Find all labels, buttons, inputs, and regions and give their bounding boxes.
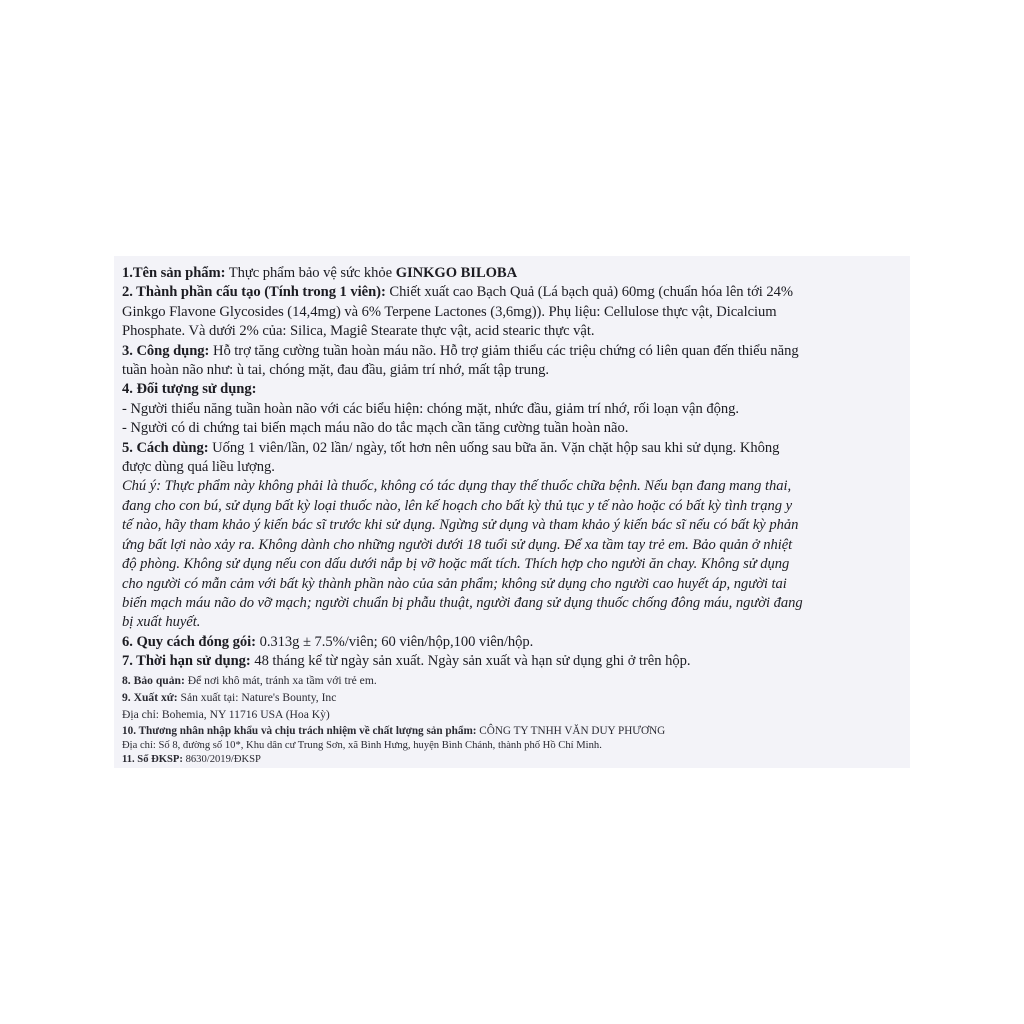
section-8-heading: 8. Bảo quản: — [122, 673, 185, 687]
note-line-8: bị xuất huyết. — [122, 614, 201, 631]
note-line-6: cho người có mẫn cảm với bất kỳ thành phần nào của sản phẩm; không sử dụng cho người cao huyết áp, người tai — [122, 575, 787, 592]
origin-text: Sản xuất tại: Nature's Bounty, Inc — [177, 690, 337, 704]
section-9-heading: 9. Xuất xứ: — [122, 690, 178, 704]
section-11-heading: 11. Số ĐKSP: — [122, 753, 183, 765]
importer-address: Địa chỉ: Số 8, đường số 10*, Khu dân cư Trung Sơn, xã Bình Hưng, huyện Bình Chánh, thành phố Hồ Chí Minh. — [122, 739, 602, 751]
note-line-7: biến mạch máu não do vỡ mạch; người chuẩn bị phẫu thuật, người đang sử dụng thuốc chống đông máu, người đang — [122, 594, 803, 611]
target-item-1: - Người thiểu năng tuần hoàn não với các biểu hiện: chóng mặt, nhức đầu, giảm trí nhớ, rối loạn vận động. — [122, 400, 739, 417]
note-line-3: tế nào, hãy tham khảo ý kiến bác sĩ trước khi sử dụng. Ngừng sử dụng và tham khảo ý kiến bác sĩ nếu có bất kỳ phản — [122, 517, 799, 534]
importer-name: CÔNG TY TNHH VĂN DUY PHƯƠNG — [476, 724, 666, 737]
composition-line-1 — [122, 283, 904, 302]
note-line-1: Chú ý: Thực phẩm này không phải là thuốc, không có tác dụng thay thế thuốc chữa bệnh. Nếu bạn đang mang thai, — [122, 478, 792, 495]
product-name-desc: Thực phẩm bảo vệ sức khỏe — [225, 265, 396, 281]
section-6-heading: 6. Quy cách đóng gói: — [122, 633, 256, 650]
uses-line-2: tuần hoàn não như: ù tai, chóng mặt, đau đầu, giảm trí nhớ, mất tập trung. — [122, 362, 549, 379]
target-item-2: - Người có di chứng tai biến mạch máu não do tắc mạch cần tăng cường tuần hoàn não. — [122, 420, 629, 437]
section-4-heading: 4. Đối tượng sử dụng: — [122, 381, 257, 398]
product-name-line — [122, 264, 904, 283]
note-line-2: đang cho con bú, sử dụng bất kỳ loại thuốc nào, lên kế hoạch cho bất kỳ thủ tục y tế nào hoặc có bất kỳ tình trạng y — [122, 497, 793, 514]
section-5-heading: 5. Cách dùng: — [122, 439, 209, 456]
shelf-life-line — [122, 652, 904, 671]
shelf-life-text: 48 tháng kể từ ngày sản xuất. Ngày sản xuất và hạn sử dụng ghi ở trên hộp. — [250, 653, 691, 670]
storage-line — [122, 673, 904, 688]
origin-line — [122, 690, 904, 705]
registration-number: 8630/2019/ĐKSP — [182, 753, 261, 765]
usage-line-2: được dùng quá liều lượng. — [122, 459, 275, 476]
uses-line-1 — [122, 342, 904, 361]
usage-text-1: Uống 1 viên/lần, 02 lần/ ngày, tốt hơn nên uống sau bữa ăn. Vặn chặt hộp sau khi sử dụng. Không — [208, 439, 780, 456]
packaging-line — [122, 633, 904, 652]
storage-text: Để nơi khô mát, tránh xa tầm với trẻ em. — [184, 673, 377, 687]
section-7-heading: 7. Thời hạn sử dụng: — [122, 653, 251, 670]
product-name: GINKGO BILOBA — [395, 265, 518, 281]
section-3-heading: 3. Công dụng: — [122, 342, 210, 359]
composition-text-1: Chiết xuất cao Bạch Quả (Lá bạch quả) 60mg (chuẩn hóa lên tới 24% — [385, 284, 794, 301]
note-line-5: độ phòng. Không sử dụng nếu con dấu dưới nắp bị vỡ hoặc mất tích. Thích hợp cho người ăn chay. Không sử dụng — [122, 556, 790, 573]
note-line-4: ứng bất lợi nào xảy ra. Không dành cho những người dưới 18 tuổi sử dụng. Để xa tầm tay trẻ em. Bảo quản ở nhiệt — [122, 536, 793, 553]
section-1-heading: 1.Tên sản phẩm: — [122, 265, 226, 281]
composition-line-2: Ginkgo Flavone Glycosides (14,4mg) và 6% Terpene Lactones (3,6mg)). Phụ liệu: Cellulose thực vật, Dicalcium — [122, 303, 777, 320]
packaging-text: 0.313g ± 7.5%/viên; 60 viên/hộp,100 viên/hộp. — [255, 633, 534, 650]
composition-line-3: Phosphate. Và dưới 2% của: Silica, Magiê Stearate thực vật, acid stearic thực vật. — [122, 323, 595, 340]
product-info-label — [114, 256, 910, 768]
registration-line — [122, 753, 904, 767]
usage-line-1 — [122, 439, 904, 458]
uses-text-1: Hỗ trợ tăng cường tuần hoàn máu não. Hỗ trợ giảm thiểu các triệu chứng có liên quan đến thiểu năng — [209, 342, 799, 359]
section-2-heading: 2. Thành phần cấu tạo (Tính trong 1 viên): — [122, 284, 386, 301]
section-10-heading: 10. Thương nhân nhập khẩu và chịu trách nhiệm về chất lượng sản phẩm: — [122, 724, 477, 737]
origin-address: Địa chỉ: Bohemia, NY 11716 USA (Hoa Kỳ) — [122, 707, 330, 721]
importer-line — [122, 724, 904, 739]
